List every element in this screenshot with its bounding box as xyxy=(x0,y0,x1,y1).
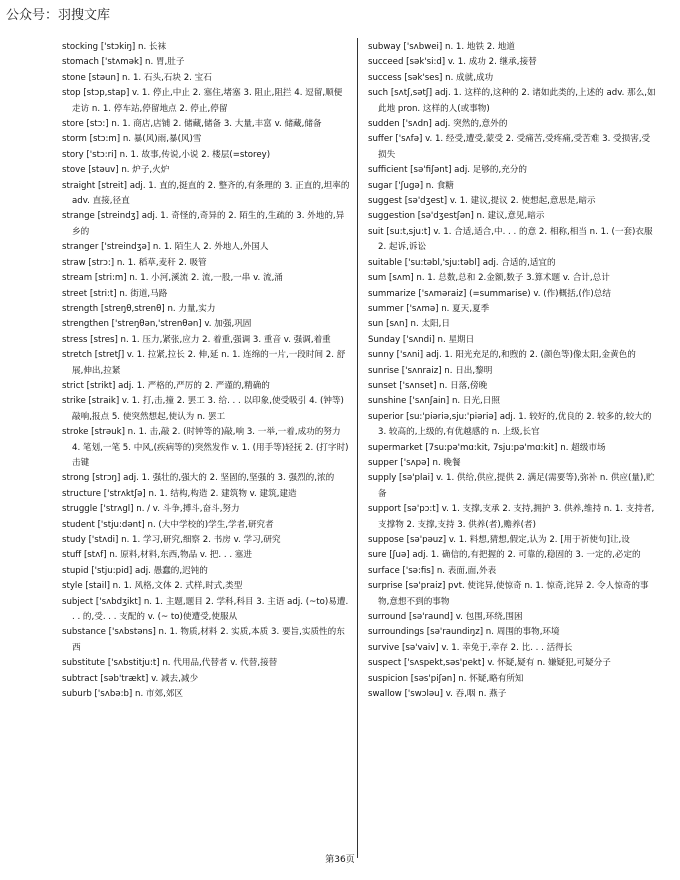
dictionary-entry: strict [strikt] adj. 1. 严格的,严厉的 2. 严谨的,精确的 xyxy=(62,380,270,391)
dictionary-entry: stupid ['stju:pid] adj. 愚蠢的,迟钝的 xyxy=(62,565,208,576)
dictionary-entry: support [sə'pɔ:t] v. 1. 支撑,支承 2. 支持,拥护 3. 供养,维持 n. 1. 支持者,支撑物 2. 支撑,支持 3. 供养(者),赡养(者) xyxy=(368,504,655,530)
dictionary-entry: sugar ['ʃugə] n. 食糖 xyxy=(368,180,454,191)
dictionary-entry: sunny ['sʌni] adj. 1. 阳光充足的,和煦的 2. (颜色等)像太阳,金黄色的 xyxy=(368,350,636,361)
dictionary-entry: storm [stɔ:m] n. 暴(风)雨,暴(风)雪 xyxy=(62,134,202,145)
dictionary-entry: strange [streindʒ] adj. 1. 奇怪的,奇异的 2. 陌生的,生疏的 3. 外地的,异乡的 xyxy=(62,211,345,237)
dictionary-entry: stroke [strəuk] n. 1. 击,敲 2. (时钟等的)敲,响 3. 一举,一着,成功的努力 4. 笔划,一笔 5. 中风,(疾病等的)突然发作 v. 1. (用手等)轻抚 2. (打字时)击键 xyxy=(62,427,349,468)
dictionary-entry: subway ['sʌbwei] n. 1. 地铁 2. 地道 xyxy=(368,42,515,52)
dictionary-entry: subtract [səb'trækt] v. 减去,减少 xyxy=(62,673,199,684)
dictionary-entry: surroundings [sə'raundiŋz] n. 周围的事物,环境 xyxy=(368,627,560,638)
dictionary-entry: supper ['sʌpə] n. 晚餐 xyxy=(368,457,461,468)
dictionary-entry: sure [ʃuə] adj. 1. 确信的,有把握的 2. 可靠的,稳固的 3. 一定的,必定的 xyxy=(368,550,641,561)
dictionary-entry: suppose [sə'pəuz] v. 1. 料想,猜想,假定,认为 2. [用于祈使句]让,设 xyxy=(368,535,630,545)
dictionary-entry: stone [stəun] n. 1. 石头,石块 2. 宝石 xyxy=(62,72,212,83)
dictionary-entry: suburb ['sʌbə:b] n. 市郊,郊区 xyxy=(62,689,184,700)
dictionary-entry: success [sək'ses] n. 成就,成功 xyxy=(368,72,494,83)
dictionary-entry: suit [su:t,sju:t] v. 1. 合适,适合,中. . . 的意 2. 相称,相当 n. 1. (一套)衣服 2. 起诉,诉讼 xyxy=(368,226,653,253)
dictionary-entry: strike [straik] v. 1. 打,击,撞 2. 罢工 3. 给. . . 以印象,使受吸引 4. (钟等)敲响,报点 5. 使突然想起,使认为 n. 罢工 xyxy=(62,396,344,422)
dictionary-entry: summer ['sʌmə] n. 夏天,夏季 xyxy=(368,303,490,314)
dictionary-entry: suitable ['su:təbl,'sju:təbl] adj. 合适的,适宜的 xyxy=(368,257,556,268)
dictionary-entry: sun [sʌn] n. 太阳,日 xyxy=(368,319,450,330)
dictionary-entry: story ['stɔ:ri] n. 1. 故事,传说,小说 2. 楼层(=storey) xyxy=(62,149,271,160)
dictionary-entry: stove [stəuv] n. 炉子,火炉 xyxy=(62,165,170,176)
dictionary-entry: straw [strɔ:] n. 1. 稻草,麦秆 2. 吸管 xyxy=(62,257,207,268)
dictionary-entry: Sunday ['sʌndi] n. 星期日 xyxy=(368,334,475,345)
dictionary-entry: subject ['sʌbdʒikt] n. 1. 主题,题目 2. 学科,科目 3. 主语 adj. (~to)易遭. . . 的,受. . . 支配的 v. (~ to)使遭受,使服从 xyxy=(62,596,349,623)
dictionary-entry: straight [streit] adj. 1. 直的,挺直的 2. 整齐的,有条理的 3. 正直的,坦率的 adv. 直接,径直 xyxy=(62,180,350,207)
dictionary-entry: supermarket [7su:pə'mɑ:kit, 7sju:pə'mɑ:kit] n. 超级市场 xyxy=(368,442,606,453)
dictionary-entry: sunshine ['sʌnʃain] n. 日光,日照 xyxy=(368,396,500,407)
dictionary-entry: structure ['strʌktʃə] n. 1. 结构,构造 2. 建筑物 v. 建筑,建造 xyxy=(62,488,297,499)
dictionary-entry: struggle ['strʌgl] n. / v. 斗争,搏斗,奋斗,努力 xyxy=(62,504,240,515)
dictionary-entry: street [stri:t] n. 街道,马路 xyxy=(62,288,168,299)
dictionary-entry: suffer ['sʌfə] v. 1. 经受,遭受,蒙受 2. 受痛苦,受疼痛,受苦难 3. 受损害,受损失 xyxy=(368,134,651,160)
dictionary-entry: stuff [stʌf] n. 原料,材料,东西,物品 v. 把. . . 塞进 xyxy=(62,550,252,561)
dictionary-entry: stress [stres] n. 1. 压力,紧张,应力 2. 着重,强调 3. 重音 v. 强调,着重 xyxy=(62,334,331,345)
dictionary-entry: sunset ['sʌnset] n. 日落,傍晚 xyxy=(368,380,488,391)
dictionary-entry: surround [sə'raund] v. 包围,环绕,围困 xyxy=(368,612,523,623)
dictionary-entry: supply [sə'plai] v. 1. 供给,供应,提供 2. 满足(需要等),弥补 n. 供应(量),贮备 xyxy=(368,473,655,499)
dictionary-entry: strong [strɔŋ] adj. 1. 强壮的,强大的 2. 坚固的,坚强的 3. 强烈的,浓的 xyxy=(62,473,335,484)
dictionary-entry: stream [stri:m] n. 1. 小河,溪流 2. 流,一股,一串 v. 流,涌 xyxy=(62,273,283,284)
dictionary-entry: summarize ['sʌməraiz] (=summarise) v. (作)概括,(作)总结 xyxy=(368,288,611,299)
dictionary-entry: such [sʌtʃ,sətʃ] adj. 1. 这样的,这种的 2. 诸如此类的,上述的 adv. 那么,如此地 pron. 这样的人(或事物) xyxy=(368,88,656,114)
dictionary-entry: stop [stɔp,stap] v. 1. 停止,中止 2. 塞住,堵塞 3. 阻止,阻拦 4. 逗留,顺便走访 n. 1. 停车站,停留地点 2. 停止,停留 xyxy=(62,88,343,114)
dictionary-entry: stocking ['stɔkiŋ] n. 长袜 xyxy=(62,42,167,52)
column-divider xyxy=(357,38,358,858)
dictionary-entry: study ['stʌdi] n. 1. 学习,研究,细察 2. 书房 v. 学习,研究 xyxy=(62,535,281,545)
dictionary-entry: surface ['sə:fis] n. 表面,面,外表 xyxy=(368,565,497,576)
dictionary-entry: survive [sə'vaiv] v. 1. 幸免于,幸存 2. 比. . . 活得长 xyxy=(368,642,573,653)
dictionary-entry: strengthen ['streŋθən,'strenθən] v. 加强,巩固 xyxy=(62,319,252,330)
dictionary-entry: substitute ['sʌbstitju:t] n. 代用品,代替者 v. 代替,接替 xyxy=(62,658,278,669)
dictionary-entry: suggestion [sə'dʒestʃən] n. 建议,意见,暗示 xyxy=(368,211,545,222)
page-number: 第36页 xyxy=(325,855,355,865)
dictionary-entry: stretch [stretʃ] v. 1. 拉紧,拉长 2. 伸,延 n. 1. 连绵的一片,一段时间 2. 舒展,伸出,拉紧 xyxy=(62,350,346,376)
dictionary-entry: substance ['sʌbstəns] n. 1. 物质,材料 2. 实质,本质 3. 要旨,实质性的东西 xyxy=(62,627,345,653)
dictionary-entry: suspect ['sʌspekt,səs'pekt] v. 怀疑,疑有 n. 嫌疑犯,可疑分子 xyxy=(368,658,611,669)
left-column xyxy=(62,40,350,702)
dictionary-entry: stranger ['streindʒə] n. 1. 陌生人 2. 外地人,外国人 xyxy=(62,242,269,253)
dictionary-entry: sum [sʌm] n. 1. 总数,总和 2.金额,数子 3.算术题 v. 合计,总计 xyxy=(368,273,610,284)
dictionary-entry: sunrise ['sʌnraiz] n. 日出,黎明 xyxy=(368,365,493,376)
dictionary-entry: store [stɔ:] n. 1. 商店,店铺 2. 储藏,储备 3. 大量,丰富 v. 储藏,储备 xyxy=(62,119,322,130)
dictionary-entry: superior [su:'piəriə,sju:'piəriə] adj. 1. 较好的,优良的 2. 较多的,较大的 3. 较高的,上级的,有优越感的 n. 上级,长官 xyxy=(368,411,652,438)
page-header: 公众号：羽搜文库 xyxy=(6,8,111,23)
dictionary-entry: style [stail] n. 1. 风格,文体 2. 式样,时式,类型 xyxy=(62,581,243,592)
dictionary-entry: strength [streŋθ,strenθ] n. 力量,实力 xyxy=(62,303,216,314)
dictionary-entry: suspicion [səs'piʃən] n. 怀疑,略有所知 xyxy=(368,673,524,684)
dictionary-entry: swallow ['swɔləu] v. 吞,咽 n. 燕子 xyxy=(368,689,507,700)
dictionary-entry: stomach ['stʌmək] n. 胃,肚子 xyxy=(62,57,185,68)
right-column xyxy=(368,40,656,702)
dictionary-entry: sudden ['sʌdn] adj. 突然的,意外的 xyxy=(368,119,508,130)
dictionary-entry: succeed [sək'si:d] v. 1. 成功 2. 继承,接替 xyxy=(368,57,537,68)
dictionary-entry: surprise [sə'praiz] pvt. 使诧异,使惊奇 n. 1. 惊奇,诧异 2. 令人惊奇的事物,意想不到的事物 xyxy=(368,581,649,607)
dictionary-entry: student ['stju:dənt] n. (大中学校的)学生,学者,研究者 xyxy=(62,519,274,530)
dictionary-entry: sufficient [sə'fiʃənt] adj. 足够的,充分的 xyxy=(368,165,528,176)
dictionary-entry: suggest [sə'dʒest] v. 1. 建议,提议 2. 使想起,意思是,暗示 xyxy=(368,196,596,207)
